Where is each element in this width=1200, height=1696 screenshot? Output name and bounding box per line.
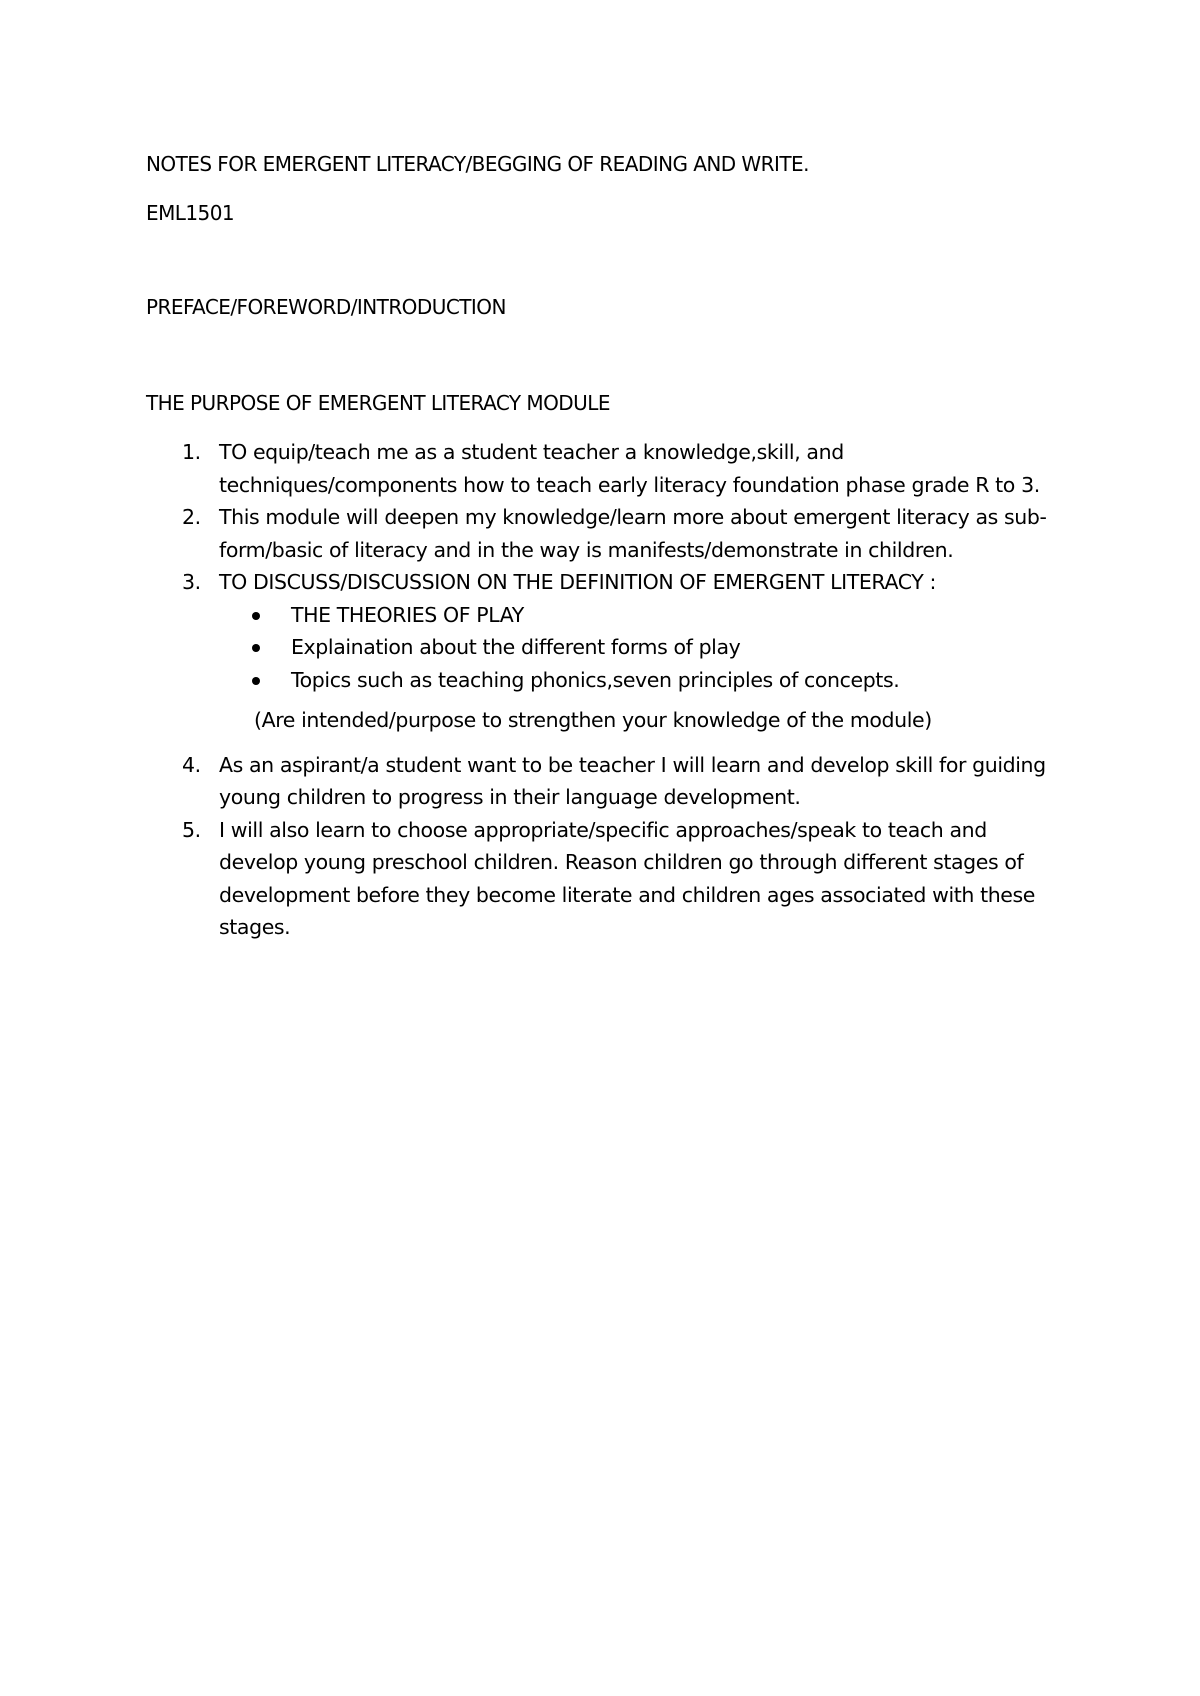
sub-bullet-item — [219, 631, 1066, 664]
purpose-heading: THE PURPOSE OF EMERGENT LITERACY MODULE — [146, 391, 610, 415]
sub-bullet-text: THE THEORIES OF PLAY — [291, 602, 524, 627]
bullet-dot-icon — [252, 677, 260, 685]
list-item — [146, 814, 1066, 944]
document-title: NOTES FOR EMERGENT LITERACY/BEGGING OF READING AND WRITE. — [146, 152, 809, 176]
item-line: This module will deepen my knowledge/learn more about emergent literacy as sub- — [219, 505, 1047, 529]
item-line: TO equip/teach me as a student teacher a knowledge,skill, and — [219, 440, 844, 464]
item-line: As an aspirant/a student want to be teacher I will learn and develop skill for guiding — [219, 752, 1046, 777]
list-item — [146, 501, 1066, 566]
module-code: EML1501 — [146, 201, 235, 225]
bullet-dot-icon — [252, 644, 260, 652]
section-heading: PREFACE/FOREWORD/INTRODUCTION — [146, 295, 506, 319]
item-line: young children to progress in their language development. — [219, 785, 801, 809]
item-number: 4. — [182, 752, 201, 777]
purpose-note: (Are intended/purpose to strengthen your knowledge of the module) — [254, 708, 932, 732]
sub-bullet-text: Topics such as teaching phonics,seven principles of concepts. — [291, 667, 900, 692]
purpose-list — [146, 436, 1066, 944]
bullet-dot-icon — [252, 612, 260, 620]
sub-bullet-item — [219, 599, 1066, 632]
item-line: I will also learn to choose appropriate/specific approaches/speak to teach and — [219, 817, 987, 842]
list-item — [146, 566, 1066, 737]
item-line: techniques/components how to teach early literacy foundation phase grade R to 3. — [219, 472, 1040, 497]
list-item — [146, 749, 1066, 814]
sub-bullet-list — [219, 599, 1066, 697]
item-line: form/basic of literacy and in the way is manifests/demonstrate in children. — [219, 537, 954, 562]
sub-bullet-item — [219, 664, 1066, 697]
item-line: TO DISCUSS/DISCUSSION ON THE DEFINITION OF EMERGENT LITERACY : — [219, 570, 937, 594]
item-line: development before they become literate and children ages associated with these — [219, 882, 1036, 907]
item-number: 2. — [182, 505, 201, 529]
item-number: 1. — [182, 440, 201, 464]
item-line: stages. — [219, 915, 291, 939]
list-item — [146, 436, 1066, 501]
item-number: 5. — [182, 817, 201, 842]
sub-bullet-text: Explaination about the different forms of play — [291, 635, 741, 659]
item-line: develop young preschool children. Reason children go through different stages of — [219, 850, 1024, 874]
item-number: 3. — [182, 570, 201, 594]
